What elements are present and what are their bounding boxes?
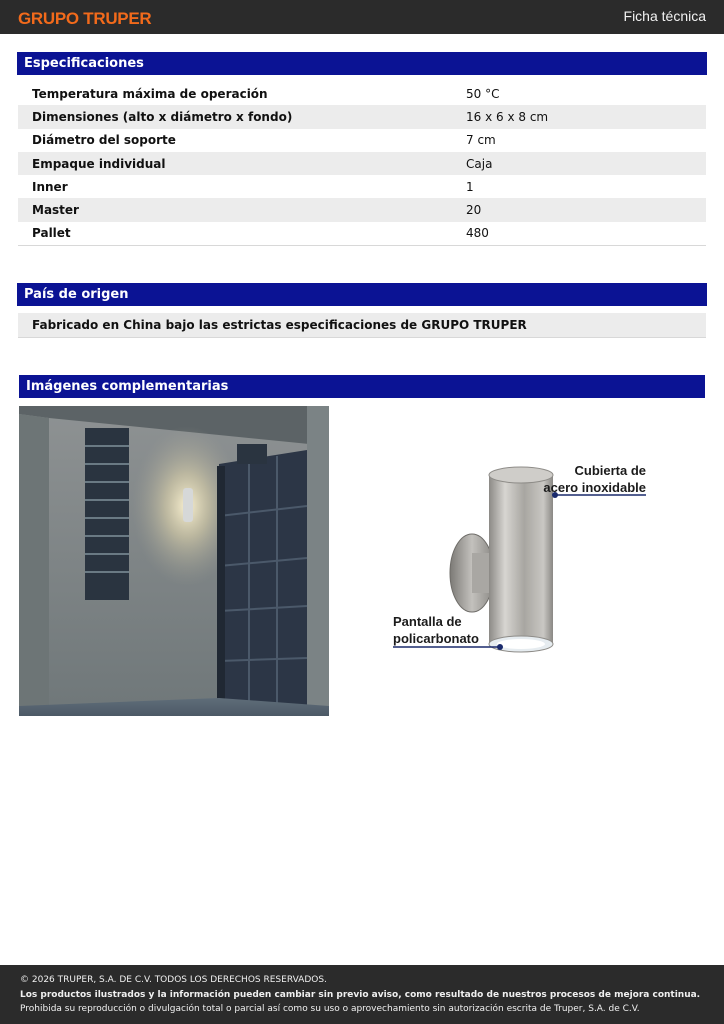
cover-label-line1: Cubierta de: [574, 463, 646, 478]
spec-row: [18, 105, 706, 128]
spec-value: 20: [466, 203, 482, 218]
origin-section-header: País de origen: [17, 283, 707, 306]
spec-row: [18, 175, 706, 198]
specs-section-header: Especificaciones: [17, 52, 707, 75]
spec-value: 7 cm: [466, 133, 496, 148]
spec-row: [18, 198, 706, 221]
spec-label: Inner: [32, 179, 68, 194]
spec-value: 50 °C: [466, 86, 500, 101]
lamp-body-icon: [489, 475, 553, 645]
spec-label: Diámetro del soporte: [32, 133, 176, 148]
brand-logo: GRUPO TRUPER: [18, 9, 152, 28]
installation-photo: [19, 406, 329, 716]
footer-notice: Los productos ilustrados y la información pueden cambiar sin previo aviso, como resultado de nuestros procesos de mejora continua.: [20, 990, 701, 1000]
spec-value: 480: [466, 226, 489, 241]
spec-label: Pallet: [32, 226, 71, 241]
footer: [0, 965, 724, 1024]
footer-copyright: © 2026 TRUPER, S.A. DE C.V. TODOS LOS DERECHOS RESERVADOS.: [20, 975, 327, 985]
images-section-header: Imágenes complementarias: [19, 375, 705, 398]
spec-row: [18, 152, 706, 175]
spec-label: Master: [32, 203, 79, 218]
document-type: Ficha técnica: [623, 8, 706, 24]
product-diagram: [380, 445, 670, 680]
origin-text: Fabricado en China bajo las estrictas especificaciones de GRUPO TRUPER: [18, 313, 706, 338]
cover-label-line2: acero inoxidable: [543, 480, 646, 495]
spec-row: [18, 222, 706, 246]
spec-row: [18, 82, 706, 105]
shade-label-line1: Pantalla de: [393, 614, 462, 629]
spec-value: 1: [466, 179, 474, 194]
spec-label: Empaque individual: [32, 156, 166, 171]
spec-value: 16 x 6 x 8 cm: [466, 109, 549, 124]
spec-label: Dimensiones (alto x diámetro x fondo): [32, 109, 293, 124]
spec-row: [18, 129, 706, 152]
spec-label: Temperatura máxima de operación: [32, 86, 268, 101]
top-bar: [0, 0, 724, 34]
shade-label-line2: policarbonato: [393, 631, 479, 646]
spec-value: Caja: [466, 156, 493, 171]
specs-table: [18, 82, 706, 246]
footer-legal: Prohibida su reproducción o divulgación total o parcial así como su uso o aprovechamiento sin autorización escrita de Truper, S.A. de C.V.: [20, 1004, 640, 1014]
